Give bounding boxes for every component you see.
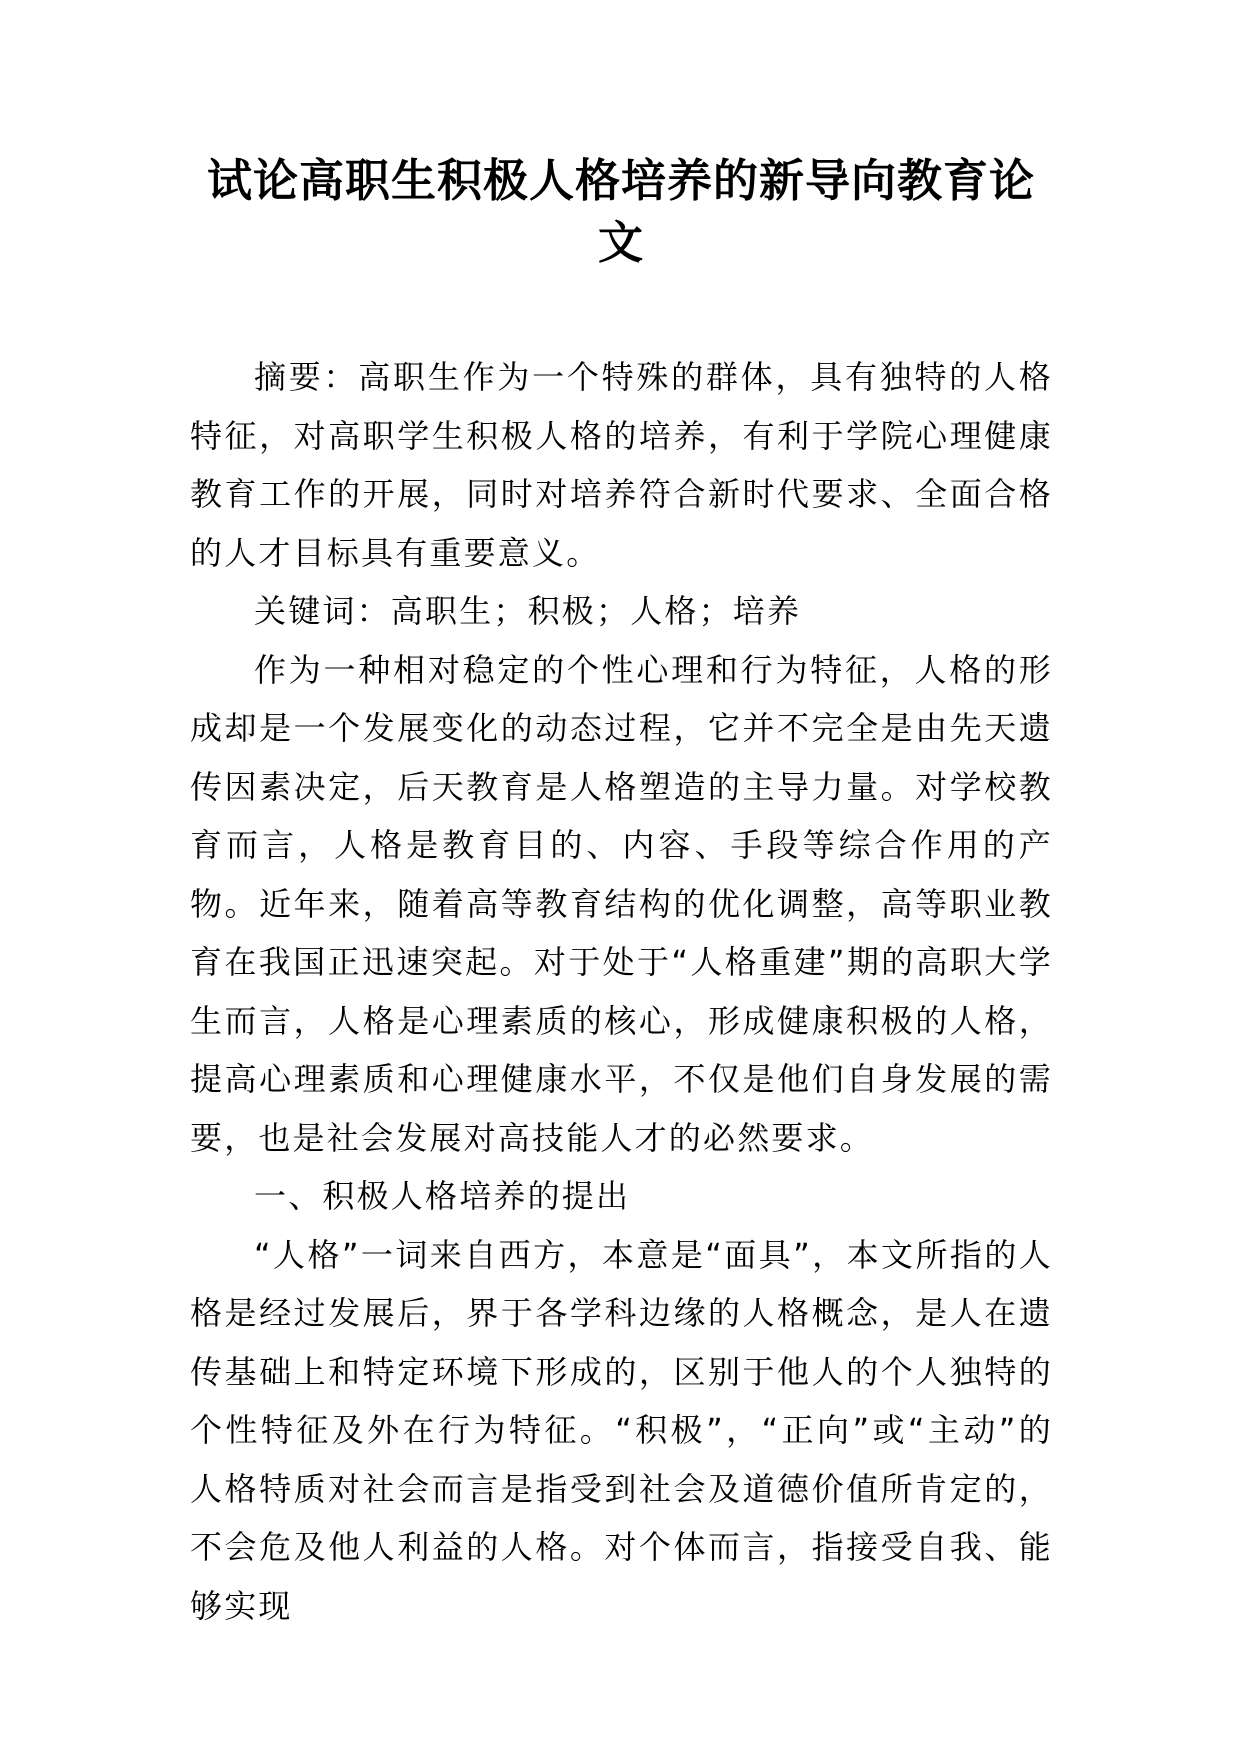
document-body: [190, 348, 1053, 1635]
body-paragraph: “人格”一词来自西方，本意是“面具”，本文所指的人格是经过发展后，界于各学科边缘的人格概念，是人在遗传基础上和特定环境下形成的，区别于他人的个人独特的个性特征及外在行为特征。“积极”，“正向”或“主动”的人格特质对社会而言是指受到社会及道德价值所肯定的，不会危及他人利益的人格。对个体而言，指接受自我、能够实现: [190, 1235, 1053, 1625]
intro-paragraph: 作为一种相对稳定的个性心理和行为特征，人格的形成却是一个发展变化的动态过程，它并不完全是由先天遗传因素决定，后天教育是人格塑造的主导力量。对学校教育而言，人格是教育目的、内容、手段等综合作用的产物。近年来，随着高等教育结构的优化调整，高等职业教育在我国正迅速突起。对于处于“人格重建”期的高职大学生而言，人格是心理素质的核心，形成健康积极的人格，提高心理素质和心理健康水平，不仅是他们自身发展的需要，也是社会发展对高技能人才的必然要求。: [190, 650, 1053, 1157]
section-heading: 一、积极人格培养的提出: [254, 1177, 631, 1215]
abstract-paragraph: 摘要：高职生作为一个特殊的群体，具有独特的人格特征，对高职学生积极人格的培养，有利于学院心理健康教育工作的开展，同时对培养符合新时代要求、全面合格的人才目标具有重要意义。: [190, 358, 1053, 572]
keywords-paragraph: 关键词：高职生；积极；人格；培养: [254, 592, 802, 630]
document-title: 试论高职生积极人格培养的新导向教育论文: [206, 154, 1035, 269]
